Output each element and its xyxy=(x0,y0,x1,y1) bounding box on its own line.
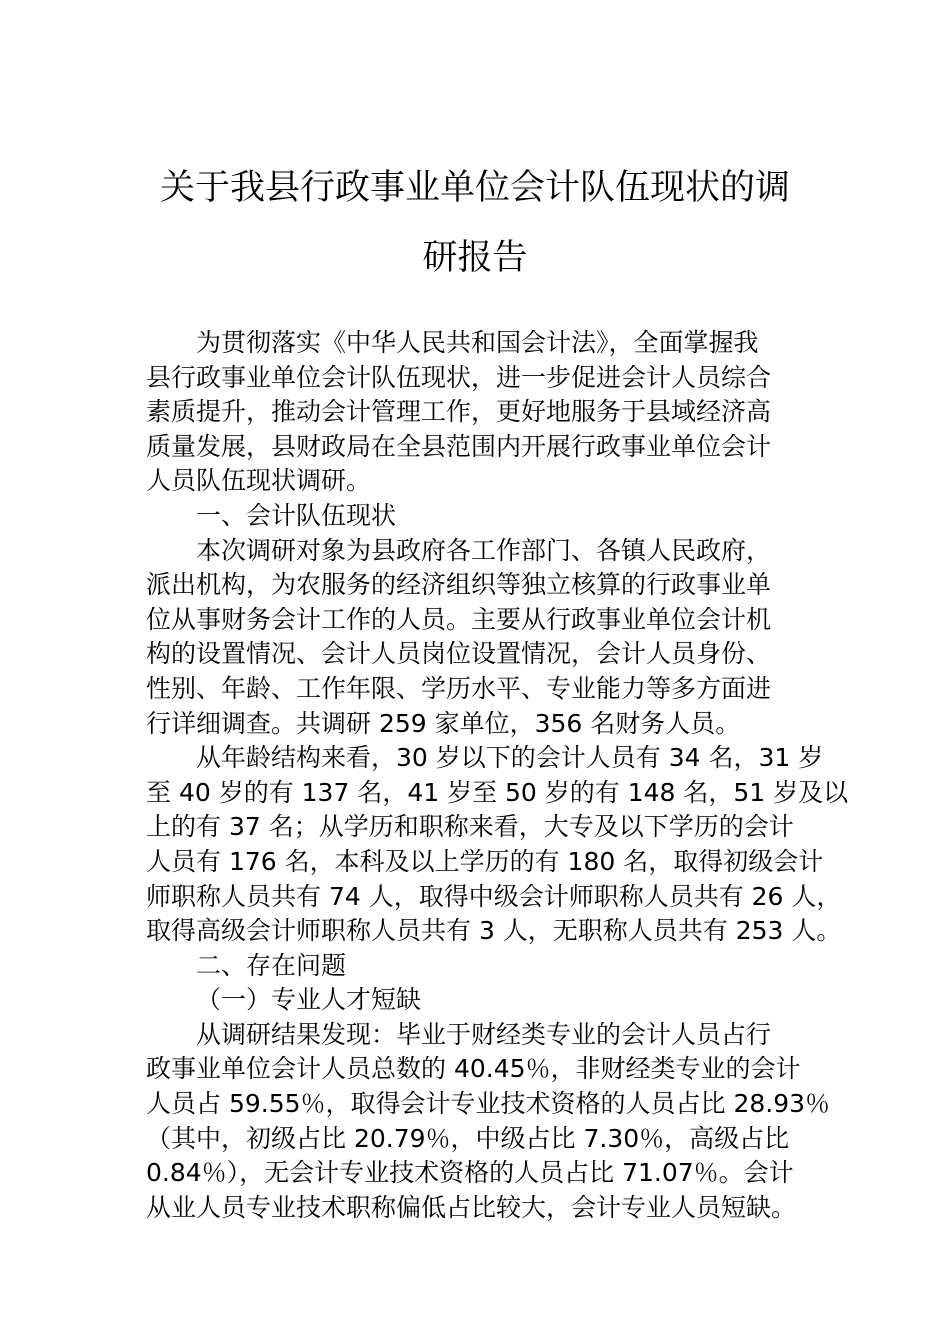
paragraph-line: 素质提升，推动会计管理工作，更好地服务于县域经济高 xyxy=(146,397,772,427)
document-title-line-2: 研报告 xyxy=(422,238,528,278)
document-title-line-1: 关于我县行政事业单位会计队伍现状的调 xyxy=(159,168,790,208)
paragraph-line: 人员占 59.55％，取得会计专业技术资格的人员占比 28.93％ xyxy=(146,1089,831,1119)
paragraph-line: 至 40 岁的有 137 名，41 岁至 50 岁的有 148 名，51 岁及以 xyxy=(146,777,849,807)
paragraph-line: 人员队伍现状调研。 xyxy=(146,466,372,496)
paragraph-line: 派出机构，为农服务的经济组织等独立核算的行政事业单 xyxy=(146,570,772,600)
paragraph-line: 行详细调查。共调研 259 家单位，356 名财务人员。 xyxy=(146,708,741,738)
section-heading: 二、存在问题 xyxy=(196,950,347,980)
paragraph-line: 从调研结果发现：毕业于财经类专业的会计人员占行 xyxy=(196,1019,772,1049)
paragraph-line: 为贯彻落实《中华人民共和国会计法》，全面掌握我 xyxy=(196,328,759,357)
paragraph-line: 政事业单位会计人员总数的 40.45％，非财经类专业的会计 xyxy=(146,1054,801,1084)
paragraph-line: 0.84％），无会计专业技术资格的人员占比 71.07％。会计 xyxy=(146,1158,794,1188)
paragraph-line: 县行政事业单位会计队伍现状，进一步促进会计人员综合 xyxy=(146,362,772,392)
paragraph-line: 从年龄结构来看，30 岁以下的会计人员有 34 名，31 岁 xyxy=(196,743,824,773)
paragraph-line: 构的设置情况、会计人员岗位设置情况，会计人员身份、 xyxy=(146,639,772,669)
paragraph-line: 质量发展，县财政局在全县范围内开展行政事业单位会计 xyxy=(146,431,772,461)
section-heading: 一、会计队伍现状 xyxy=(196,500,397,530)
paragraph-line: 上的有 37 名；从学历和职称来看，大专及以下学历的会计 xyxy=(146,812,794,842)
paragraph-line: 师职称人员共有 74 人，取得中级会计师职称人员共有 26 人， xyxy=(146,881,842,911)
paragraph-line: 取得高级会计师职称人员共有 3 人，无职称人员共有 253 人。 xyxy=(146,916,842,946)
paragraph-line: 本次调研对象为县政府各工作部门、各镇人民政府， xyxy=(196,535,772,565)
paragraph-line: 人员有 176 名，本科及以上学历的有 180 名，取得初级会计 xyxy=(146,846,824,876)
paragraph-line: 位从事财务会计工作的人员。主要从行政事业单位会计机 xyxy=(146,604,772,634)
paragraph-line: （其中，初级占比 20.79％，中级占比 7.30％，高级占比 xyxy=(146,1123,790,1153)
paragraph-line: 从业人员专业技术职称偏低占比较大，会计专业人员短缺。 xyxy=(146,1192,797,1222)
subsection-heading: （一）专业人才短缺 xyxy=(196,985,422,1015)
paragraph-line: 性别、年龄、工作年限、学历水平、专业能力等多方面进 xyxy=(146,673,772,703)
document-body xyxy=(146,326,849,1225)
